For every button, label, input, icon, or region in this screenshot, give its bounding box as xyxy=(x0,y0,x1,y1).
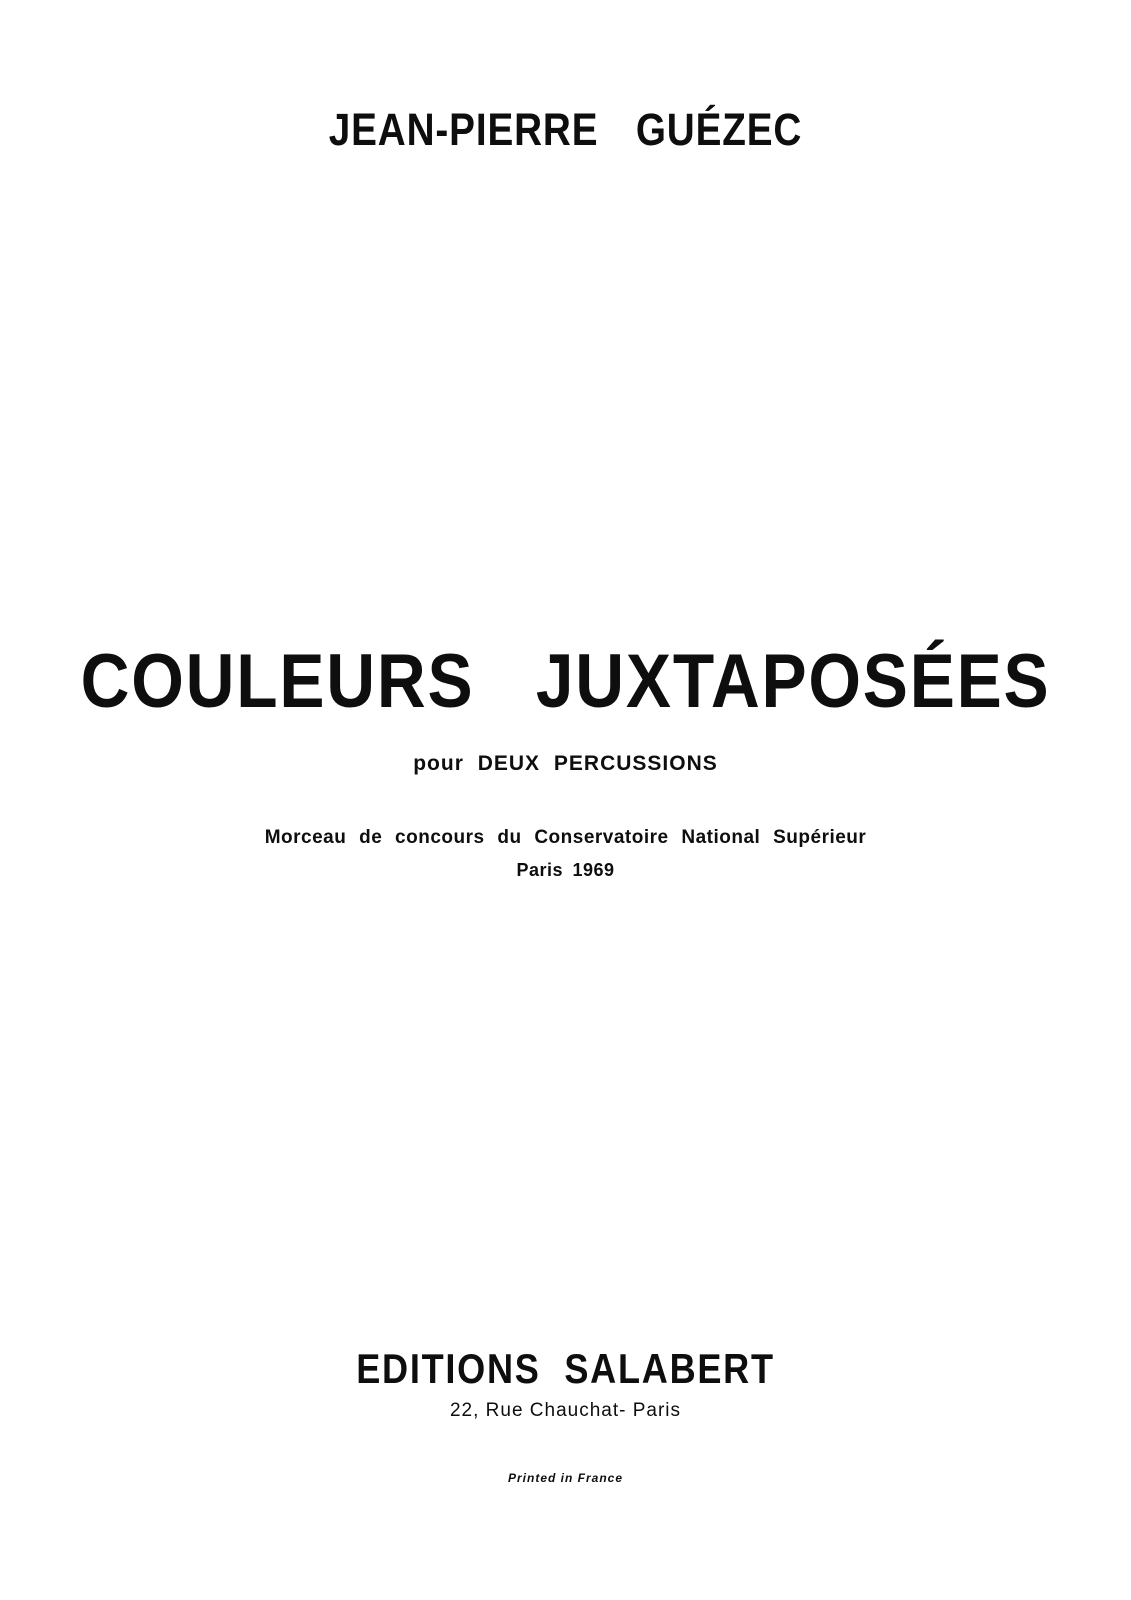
place-and-year: Paris 1969 xyxy=(516,860,615,880)
competition-note: Morceau de concours du Conservatoire National Supérieur xyxy=(264,827,867,848)
instrumentation-subtitle: pour DEUX PERCUSSIONS xyxy=(413,752,718,775)
publisher-address: 22, Rue Chauchat- Paris xyxy=(449,1400,682,1421)
printed-in-france-note: Printed in France xyxy=(507,1471,624,1485)
publisher-name: EDITIONS SALABERT xyxy=(356,1345,775,1392)
composer-name: JEAN-PIERRE GUÉZEC xyxy=(328,104,803,155)
work-title: COULEURS JUXTAPOSÉES xyxy=(80,639,1051,724)
